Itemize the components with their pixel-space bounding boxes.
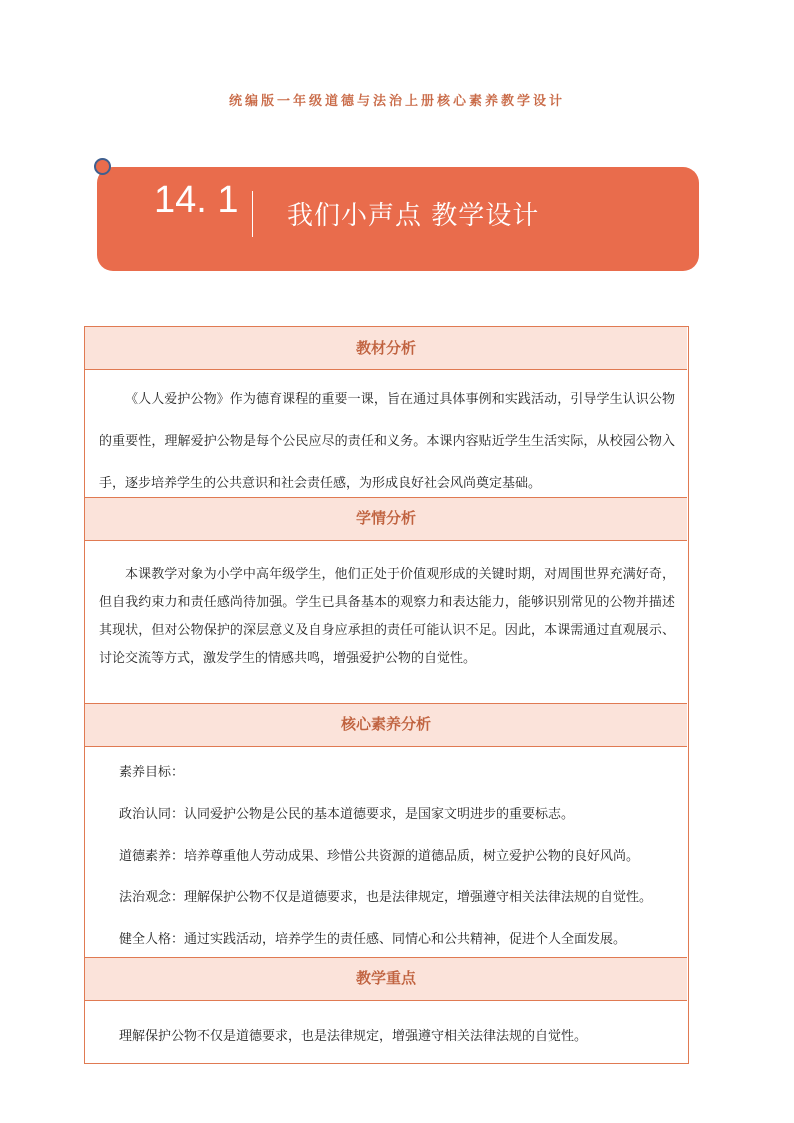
lesson-number: 14. 1 xyxy=(154,179,239,221)
section-text-textbook: 《人人爱护公物》作为德育课程的重要一课，旨在通过具体事例和实践活动，引导学生认识公物的重要性，理解爱护公物是每个公民应尽的责任和义务。本课内容贴近学生生活实际，从校园公物入手，逐步培养学生的公共意识和社会责任感，为形成良好社会风尚奠定基础。 xyxy=(99,392,675,491)
section-text-focus: 理解保护公物不仅是道德要求，也是法律规定，增强遵守相关法律法规的自觉性。 xyxy=(119,1029,588,1044)
banner-divider xyxy=(252,191,253,237)
lesson-banner xyxy=(97,167,699,271)
document-title: 统编版一年级道德与法治上册核心素养教学设计 xyxy=(228,94,565,109)
literacy-item: 道德素养：培养尊重他人劳动成果、珍惜公共资源的道德品质，树立爱护公物的良好风尚。 xyxy=(119,849,640,864)
section-text-students: 本课教学对象为小学中高年级学生，他们正处于价值观形成的关键时期，对周围世界充满好奇，但自我约束力和责任感尚待加强。学生已具备基本的观察力和表达能力，能够识别常见的公物并描述其现状，但对公物保护的深层意义及自身应承担的责任可能认识不足。因此，本课需通过直观展示、讨论交流等方式，激发学生的情感共鸣，增强爱护公物的自觉性。 xyxy=(99,567,675,666)
literacy-item: 政治认同：认同爱护公物是公民的基本道德要求，是国家文明进步的重要标志。 xyxy=(119,807,575,822)
content-table xyxy=(84,326,689,1064)
banner-dot-icon xyxy=(94,158,111,175)
literacy-item: 素养目标： xyxy=(119,765,185,780)
section-heading-textbook: 教材分析 xyxy=(85,327,687,370)
lesson-title: 我们小声点 教学设计 xyxy=(287,201,540,231)
section-heading-focus: 教学重点 xyxy=(85,957,687,1001)
literacy-item: 健全人格：通过实践活动，培养学生的责任感、同情心和公共精神，促进个人全面发展。 xyxy=(119,932,627,947)
section-heading-literacy: 核心素养分析 xyxy=(85,703,687,747)
literacy-item: 法治观念：理解保护公物不仅是道德要求，也是法律规定，增强遵守相关法律法规的自觉性。 xyxy=(119,890,653,905)
section-heading-students: 学情分析 xyxy=(85,497,687,541)
